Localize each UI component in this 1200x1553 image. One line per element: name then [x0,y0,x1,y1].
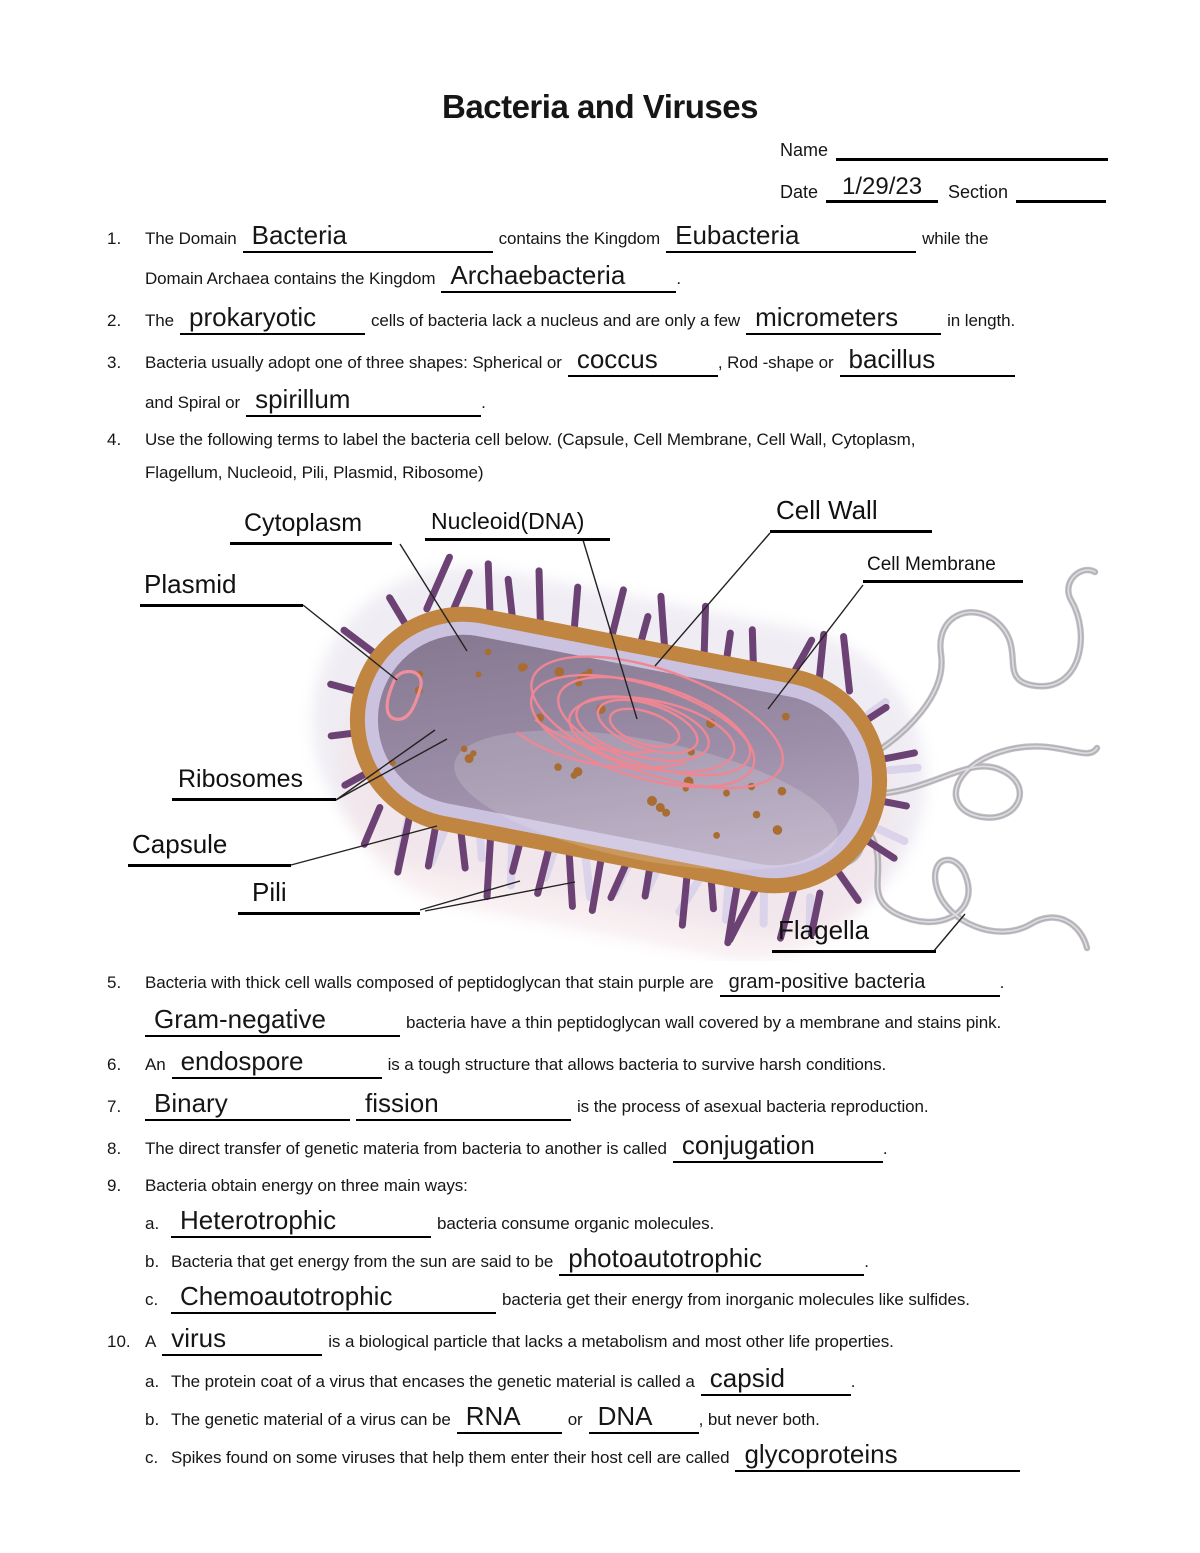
question-text: Bacteria usually adopt one of three shapes: Spherical or [145,353,562,372]
answer-text: Archaebacteria [450,260,626,290]
question-text: while the [922,229,989,248]
answer-text: coccus [576,344,658,374]
question-text: or [567,1410,583,1429]
question-2 [107,304,1115,335]
question-number: 9. [107,1176,122,1195]
question-number: 5. [107,973,122,992]
question-text: Spikes found on some viruses that help them enter their host cell are called [171,1448,730,1467]
question-text: , Rod -shape or [717,353,834,372]
question-text: . [850,1372,856,1391]
answer-blank [441,262,676,293]
question-text: cells of bacteria lack a nucleus and are only a few [371,311,741,330]
question-number: a. [145,1372,160,1391]
sub-questions [145,1403,1115,1434]
question-text: . [864,1252,869,1271]
answer-blank [145,1090,350,1121]
answer-text: gram-positive bacteria [728,971,926,993]
answer-blank [589,1403,699,1434]
question-text: Domain Archaea contains the Kingdom [145,269,436,288]
question-text: . [999,973,1005,992]
question-text: The direct transfer of genetic materia from bacteria to another is called [145,1139,667,1158]
answer-text: virus [171,1323,227,1353]
question-number: 6. [107,1055,122,1074]
answer-blank [172,1048,382,1079]
answer-blank [720,971,1000,997]
sub-questions [145,1245,1115,1276]
date-line [826,174,938,203]
question-text: Flagellum, Nucleoid, Pili, Plasmid, Ribosome) [145,463,484,482]
question-text: Use the following terms to label the bacteria cell below. (Capsule, Cell Membrane, Cell Wall, Cytoplasm, [145,430,916,449]
answer-blank [171,1207,431,1238]
answer-blank [457,1403,562,1434]
name-field [780,138,1108,161]
answer-text: Binary [154,1088,228,1118]
question-text: bacteria have a thin peptidoglycan wall covered by a membrane and stains pink. [406,1013,1002,1032]
answer-blank [162,1325,322,1356]
page-title: Bacteria and Viruses [442,88,758,125]
date-label: Date [780,182,819,203]
question-number: b. [145,1410,160,1429]
question-7 [107,1090,1115,1121]
answer-text: fission [365,1088,439,1118]
question-number: 1. [107,229,122,248]
question-10 [107,1325,1115,1472]
answer-text: RNA [465,1401,521,1431]
question-text: The protein coat of a virus that encases the genetic material is called a [171,1372,695,1391]
diagram-label-nucleoid: Nucleoid(DNA) [425,508,610,541]
question-b [145,1245,1115,1276]
answer-blank [243,222,493,253]
question-text: Bacteria with thick cell walls composed of peptidoglycan that stain purple are [145,973,714,992]
answer-text: spirillum [255,384,351,414]
diagram-label-cell_wall: Cell Wall [770,496,932,533]
question-text: Bacteria obtain energy on three main ways: [145,1176,468,1195]
question-6 [107,1048,1115,1079]
question-number: 10. [107,1332,131,1351]
question-c [145,1283,1115,1314]
question-number: a. [145,1214,160,1233]
question-number: c. [145,1448,159,1467]
question-number: 8. [107,1139,122,1158]
diagram-label-flagella: Flagella [772,916,936,953]
answer-text: prokaryotic [189,302,317,332]
question-number: b. [145,1252,160,1271]
answer-blank [840,346,1015,377]
date-value: 1/29/23 [841,173,923,200]
question-text: is a tough structure that allows bacteria to survive harsh conditions. [387,1055,887,1074]
question-text: contains the Kingdom [498,229,661,248]
diagram-label-plasmid: Plasmid [140,570,303,607]
question-text: The [145,311,174,330]
date-section-field [780,174,1106,203]
question-text: Bacteria that get energy from the sun are said to be [171,1252,554,1271]
question-text: and Spiral or [145,393,241,412]
question-3 [107,346,1115,417]
answer-blank [246,386,481,417]
answer-text: Eubacteria [675,220,800,250]
question-number: 4. [107,430,122,449]
answer-blank [180,304,365,335]
bacteria-cell-diagram [95,496,1105,961]
question-text: . [882,1139,888,1158]
question-1 [107,222,1115,293]
question-8 [107,1132,1115,1163]
answer-blank [746,304,941,335]
answer-text: conjugation [681,1130,815,1160]
question-text: , but never both. [698,1410,820,1429]
sub-questions [145,1207,1115,1238]
diagram-label-cell_membrane: Cell Membrane [863,554,1023,583]
diagram-label-ribosomes: Ribosomes [172,765,336,801]
question-number: 2. [107,311,122,330]
question-a [145,1365,1115,1396]
question-number: c. [145,1290,159,1309]
questions-section-bottom [107,971,1115,1472]
section-line [1016,180,1106,203]
answer-text: Gram-negative [154,1004,326,1034]
question-4 [107,428,1115,485]
question-number: 3. [107,353,122,372]
diagram-label-capsule: Capsule [128,830,291,867]
diagram-label-cytoplasm: Cytoplasm [230,509,392,545]
answer-text: Bacteria [251,220,347,250]
flagellum [867,570,1095,758]
answer-blank [171,1283,496,1314]
question-text: bacteria consume organic molecules. [437,1214,715,1233]
question-a [145,1207,1115,1238]
answer-blank [356,1090,571,1121]
sub-questions [145,1365,1115,1396]
question-text: in length. [947,311,1016,330]
answer-text: Heterotrophic [180,1205,337,1235]
answer-blank [568,346,718,377]
question-5 [107,971,1115,1037]
name-line [836,138,1108,161]
question-text: An [145,1055,166,1074]
question-text: The Domain [145,229,237,248]
section-label: Section [948,182,1009,203]
answer-text: capsid [709,1363,785,1393]
answer-text: DNA [597,1401,653,1431]
answer-blank [145,1006,400,1037]
question-text: is a biological particle that lacks a metabolism and most other life properties. [328,1332,894,1351]
answer-blank [673,1132,883,1163]
questions-section-top [107,222,1115,485]
question-number: 7. [107,1097,122,1116]
question-text: A [145,1332,157,1351]
answer-text: endospore [180,1046,304,1076]
question-text: The genetic material of a virus can be [171,1410,451,1429]
sub-questions [145,1283,1115,1314]
question-text: . [676,269,682,288]
question-text: bacteria get their energy from inorganic molecules like sulfides. [502,1290,970,1309]
question-c [145,1441,1115,1472]
sub-questions [145,1441,1115,1472]
answer-text: bacillus [848,344,936,374]
diagram-label-pili: Pili [238,878,420,915]
answer-text: glycoproteins [744,1439,898,1469]
question-text: is the process of asexual bacteria reproduction. [577,1097,929,1116]
answer-blank [701,1365,851,1396]
question-text: . [481,393,486,412]
name-label: Name [780,140,829,160]
question-9 [107,1174,1115,1314]
answer-text: Chemoautotrophic [180,1281,393,1311]
answer-blank [666,222,916,253]
answer-text: photoautotrophic [568,1243,762,1273]
answer-blank [735,1441,1020,1472]
question-b [145,1403,1115,1434]
answer-text: micrometers [755,302,899,332]
answer-blank [559,1245,864,1276]
